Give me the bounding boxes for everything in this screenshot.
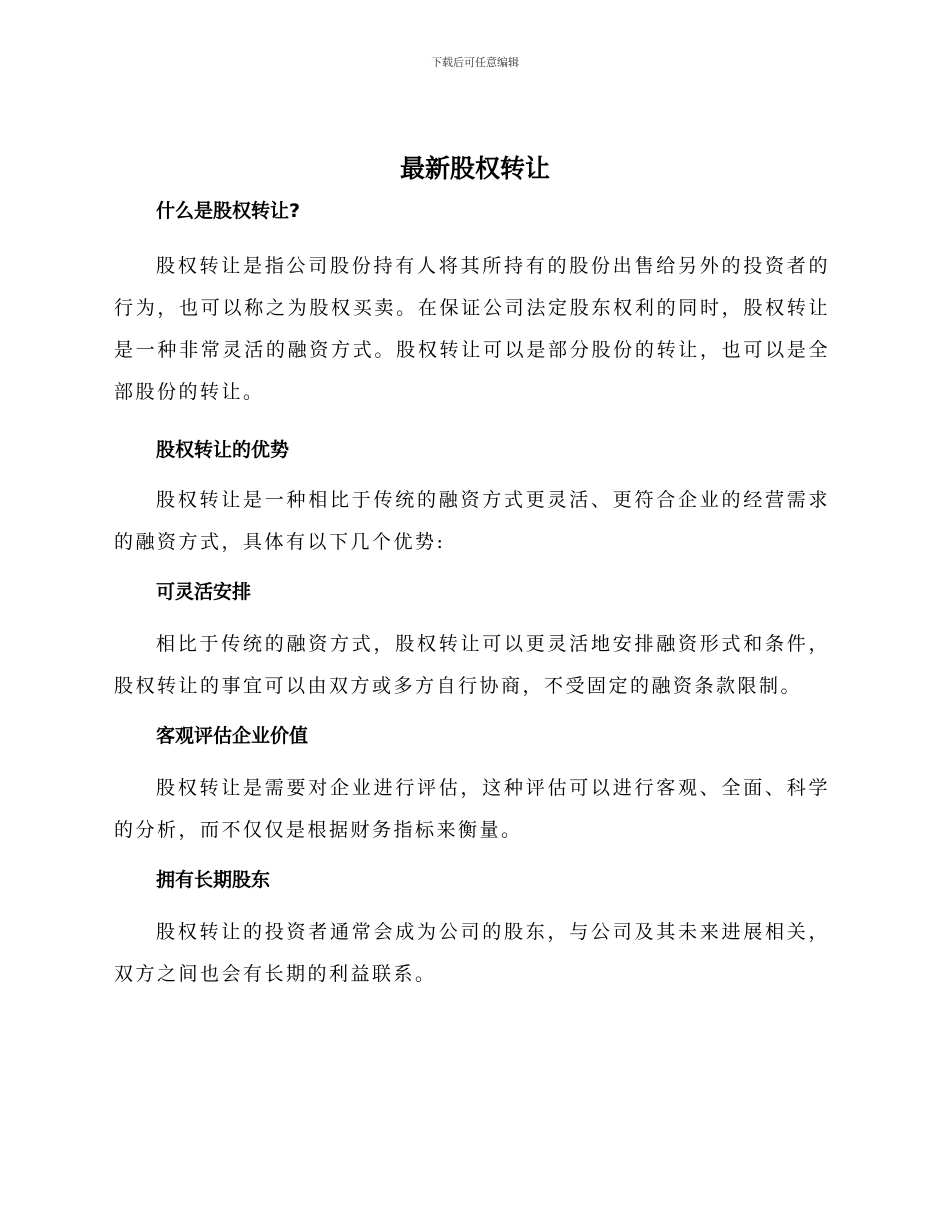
section-heading: 股权转让的优势 [156, 439, 290, 461]
section-heading: 可灵活安排 [156, 581, 252, 603]
section-heading: 客观评估企业价值 [156, 725, 309, 747]
section-paragraph: 相比于传统的融资方式，股权转让可以更灵活地安排融资形式和条件，股权转让的事宜可以由双方或多方自行协商，不受固定的融资条款限制。 [114, 633, 830, 697]
section-paragraph: 股权转让是指公司股份持有人将其所持有的股份出售给另外的投资者的行为，也可以称之为股权买卖。在保证公司法定股东权利的同时，股权转让是一种非常灵活的融资方式。股权转让可以是部分股份的转让，也可以是全部股份的转让。 [114, 255, 830, 403]
page-header-note: 下载后可任意编辑 [431, 56, 519, 69]
section-paragraph: 股权转让是需要对企业进行评估，这种评估可以进行客观、全面、科学的分析，而不仅仅是根据财务指标来衡量。 [114, 777, 830, 841]
section-heading: 拥有长期股东 [156, 869, 271, 891]
section-heading: 什么是股权转让? [156, 200, 301, 222]
document-title: 最新股权转让 [399, 154, 550, 183]
document-body [114, 194, 830, 995]
section-paragraph: 股权转让的投资者通常会成为公司的股东，与公司及其未来进展相关，双方之间也会有长期的利益联系。 [114, 921, 830, 985]
section-paragraph: 股权转让是一种相比于传统的融资方式更灵活、更符合企业的经营需求的融资方式，具体有以下几个优势: [114, 489, 830, 553]
